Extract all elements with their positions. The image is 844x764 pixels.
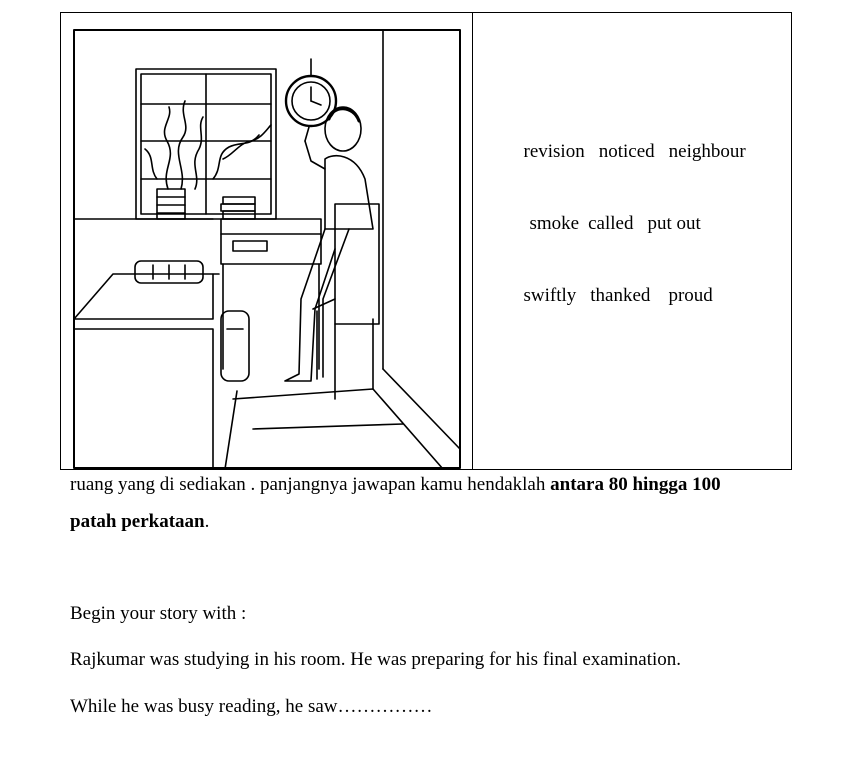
word-item: smoke bbox=[529, 213, 580, 234]
word-limit-text: antara 80 hingga 100 bbox=[550, 474, 721, 495]
word-item: thanked bbox=[590, 285, 651, 306]
story-opening-line-2: While he was busy reading, he saw…………… bbox=[70, 696, 433, 717]
word-row-3 bbox=[514, 263, 727, 307]
instruction-text: ruang yang di sediakan . panjangnya jawapan kamu hendaklah bbox=[70, 474, 551, 495]
word-item: put out bbox=[647, 213, 701, 234]
begin-story-label: Begin your story with : bbox=[70, 603, 247, 624]
word-item: called bbox=[588, 213, 634, 234]
word-row-2 bbox=[520, 191, 715, 235]
word-row-1 bbox=[514, 119, 760, 163]
table-divider bbox=[472, 12, 473, 470]
word-item: revision bbox=[523, 141, 585, 162]
instruction-line-2 bbox=[70, 511, 209, 533]
word-item: noticed bbox=[598, 141, 655, 162]
word-limit-unit: patah perkataan bbox=[70, 511, 205, 532]
instruction-line-1 bbox=[70, 474, 721, 496]
room-illustration bbox=[73, 29, 465, 471]
instruction-end: . bbox=[204, 511, 210, 532]
story-opening-line-1: Rajkumar was studying in his room. He was preparing for his final examination. bbox=[70, 649, 682, 670]
word-item: proud bbox=[668, 285, 713, 306]
word-item: swiftly bbox=[523, 285, 577, 306]
word-item: neighbour bbox=[668, 141, 746, 162]
